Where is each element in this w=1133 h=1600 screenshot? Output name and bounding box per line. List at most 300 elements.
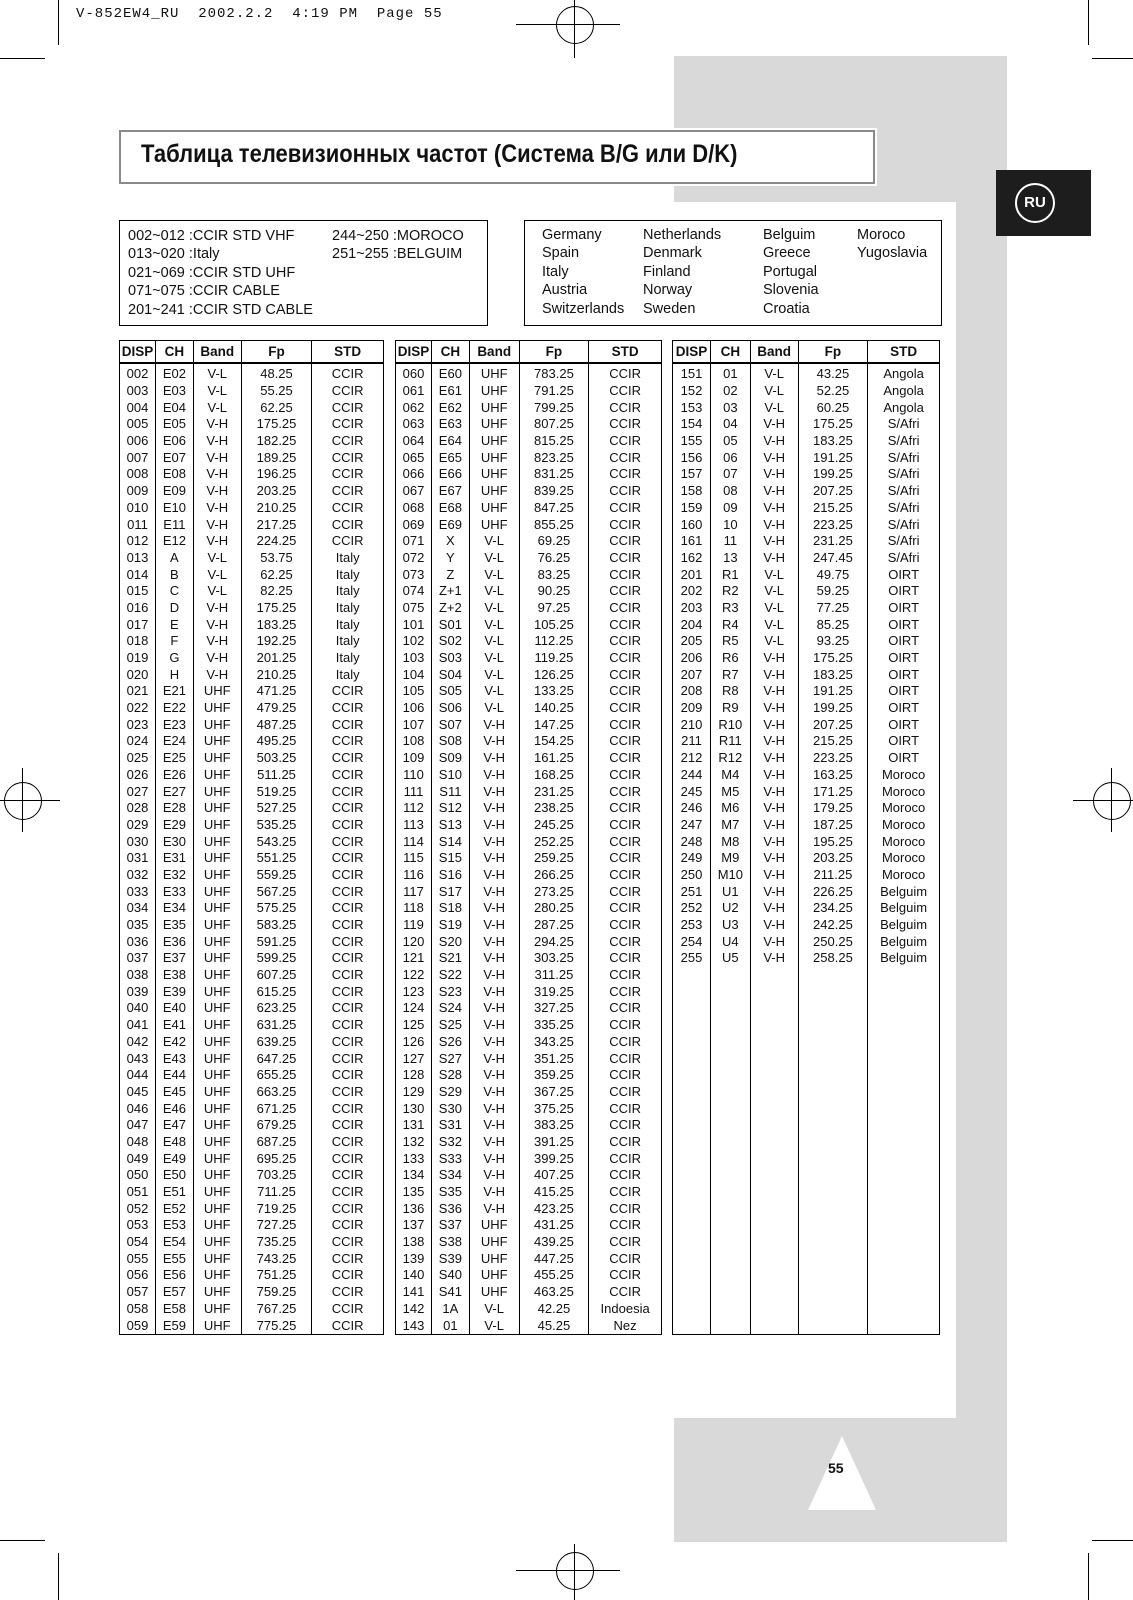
table-cell: CCIR: [589, 933, 662, 950]
table-row: [396, 399, 662, 416]
table-cell: CCIR: [589, 800, 662, 817]
table-cell: E23: [155, 716, 193, 733]
table-cell: E26: [155, 767, 193, 784]
table-cell: UHF: [193, 1000, 241, 1017]
table-cell: 807.25: [519, 416, 589, 433]
table-row: [120, 1234, 384, 1251]
table-cell: E57: [155, 1284, 193, 1301]
table-cell: E47: [155, 1117, 193, 1134]
table-cell: C: [155, 583, 193, 600]
table-cell: S/Afri: [868, 516, 940, 533]
table-cell: E52: [155, 1200, 193, 1217]
table-cell: V-H: [469, 933, 519, 950]
table-cell: [750, 1067, 798, 1084]
table-cell: 003: [120, 383, 156, 400]
table-cell: V-H: [750, 650, 798, 667]
table-cell: 423.25: [519, 1200, 589, 1217]
table-cell: S10: [431, 767, 469, 784]
table-cell: [868, 1200, 940, 1217]
table-cell: [750, 1217, 798, 1234]
table-cell: H: [155, 666, 193, 683]
table-row: [120, 399, 384, 416]
table-cell: S22: [431, 967, 469, 984]
table-cell: V-H: [469, 1134, 519, 1151]
table-cell: [798, 1301, 868, 1318]
table-cell: 247.45: [798, 550, 868, 567]
column-header: CH: [710, 341, 750, 364]
table-cell: 010: [120, 500, 156, 517]
table-cell: CCIR: [589, 1017, 662, 1034]
table-cell: [798, 1017, 868, 1034]
table-cell: S38: [431, 1234, 469, 1251]
table-row: [673, 1200, 940, 1217]
table-cell: 575.25: [241, 900, 312, 917]
table-cell: S16: [431, 867, 469, 884]
table-cell: [798, 1067, 868, 1084]
table-row: [120, 1301, 384, 1318]
table-row: [120, 616, 384, 633]
table-row: [396, 716, 662, 733]
table-cell: V-H: [469, 783, 519, 800]
table-cell: 487.25: [241, 716, 312, 733]
table-cell: 195.25: [798, 833, 868, 850]
table-cell: 215.25: [798, 733, 868, 750]
table-row: [396, 1150, 662, 1167]
table-cell: 124: [396, 1000, 432, 1017]
table-cell: [710, 1084, 750, 1101]
table-cell: 023: [120, 716, 156, 733]
registration-mark-top: [556, 6, 594, 44]
table-cell: CCIR: [312, 466, 384, 483]
table-cell: 855.25: [519, 516, 589, 533]
table-cell: 119: [396, 917, 432, 934]
table-cell: 55.25: [241, 383, 312, 400]
table-cell: S31: [431, 1117, 469, 1134]
table-cell: UHF: [193, 1234, 241, 1251]
table-row: [673, 833, 940, 850]
table-cell: M8: [710, 833, 750, 850]
table-cell: [750, 1117, 798, 1134]
table-cell: CCIR: [589, 1100, 662, 1117]
table-cell: [710, 1000, 750, 1017]
table-row: [673, 1317, 940, 1334]
table-row: [396, 1200, 662, 1217]
table-cell: CCIR: [312, 1067, 384, 1084]
table-cell: V-H: [469, 1100, 519, 1117]
column-header: CH: [155, 341, 193, 364]
table-cell: 248: [673, 833, 711, 850]
table-cell: [868, 1284, 940, 1301]
table-row: [396, 1267, 662, 1284]
table-cell: OIRT: [868, 700, 940, 717]
table-cell: [710, 1117, 750, 1134]
table-cell: V-H: [750, 917, 798, 934]
table-cell: 019: [120, 650, 156, 667]
table-cell: OIRT: [868, 566, 940, 583]
table-cell: CCIR: [589, 533, 662, 550]
table-cell: 85.25: [798, 616, 868, 633]
table-cell: 126.25: [519, 666, 589, 683]
table-cell: Angola: [868, 383, 940, 400]
table-cell: E68: [431, 500, 469, 517]
table-row: [396, 1301, 662, 1318]
table-cell: 035: [120, 917, 156, 934]
table-cell: 039: [120, 983, 156, 1000]
table-row: [673, 1250, 940, 1267]
print-header: V-852EW4_RU 2002.2.2 4:19 PM Page 55: [76, 6, 443, 22]
table-cell: 266.25: [519, 867, 589, 884]
table-cell: V-H: [469, 983, 519, 1000]
table-cell: 258.25: [798, 950, 868, 967]
country-list-1: [542, 226, 624, 318]
table-cell: 108: [396, 733, 432, 750]
country-list-2: [643, 226, 721, 318]
table-cell: V-H: [193, 650, 241, 667]
table-cell: 447.25: [519, 1250, 589, 1267]
table-cell: 255: [673, 950, 711, 967]
table-cell: E02: [155, 363, 193, 383]
table-cell: E65: [431, 449, 469, 466]
table-cell: 127: [396, 1050, 432, 1067]
table-cell: 175.25: [241, 416, 312, 433]
table-cell: 201.25: [241, 650, 312, 667]
table-cell: V-H: [750, 850, 798, 867]
table-cell: CCIR: [589, 666, 662, 683]
column-header: Band: [193, 341, 241, 364]
table-cell: 125: [396, 1017, 432, 1034]
table-cell: [673, 1084, 711, 1101]
country-item: Austria: [542, 282, 588, 299]
crop-mark: [0, 1540, 45, 1541]
table-cell: [710, 1301, 750, 1318]
table-cell: 175.25: [241, 600, 312, 617]
table-cell: CCIR: [589, 767, 662, 784]
table-cell: 040: [120, 1000, 156, 1017]
range-item: 013~020 :Italy: [128, 246, 220, 263]
country-item: Portugal: [763, 263, 818, 280]
table-cell: CCIR: [589, 733, 662, 750]
table-row: [673, 783, 940, 800]
table-cell: E40: [155, 1000, 193, 1017]
column-header: DISP: [120, 341, 156, 364]
country-list-4: [857, 226, 927, 263]
table-cell: [868, 1167, 940, 1184]
table-cell: CCIR: [589, 650, 662, 667]
table-cell: 058: [120, 1301, 156, 1318]
table-row: [673, 950, 940, 967]
table-cell: [868, 1134, 940, 1151]
table-cell: B: [155, 566, 193, 583]
table-row: [673, 550, 940, 567]
table-cell: CCIR: [312, 783, 384, 800]
table-cell: CCIR: [312, 1017, 384, 1034]
table-cell: V-H: [193, 466, 241, 483]
table-cell: R3: [710, 600, 750, 617]
table-cell: 159: [673, 500, 711, 517]
table-row: [673, 666, 940, 683]
table-row: [120, 1284, 384, 1301]
table-cell: U4: [710, 933, 750, 950]
crop-mark: [1092, 58, 1133, 59]
table-cell: 074: [396, 583, 432, 600]
table-cell: 187.25: [798, 817, 868, 834]
table-row: [673, 633, 940, 650]
table-cell: UHF: [469, 399, 519, 416]
table-cell: R5: [710, 633, 750, 650]
table-cell: CCIR: [589, 433, 662, 450]
table-cell: 156: [673, 449, 711, 466]
table-cell: 105.25: [519, 616, 589, 633]
table-cell: Indoesia: [589, 1301, 662, 1318]
table-cell: Angola: [868, 399, 940, 416]
table-cell: CCIR: [589, 1084, 662, 1101]
table-cell: 138: [396, 1234, 432, 1251]
range-item: 071~075 :CCIR CABLE: [128, 283, 280, 300]
table-cell: CCIR: [312, 716, 384, 733]
table-row: [120, 716, 384, 733]
table-cell: R12: [710, 750, 750, 767]
table-cell: 115: [396, 850, 432, 867]
table-cell: 527.25: [241, 800, 312, 817]
table-cell: 207.25: [798, 483, 868, 500]
table-cell: E48: [155, 1134, 193, 1151]
table-row: [673, 533, 940, 550]
table-cell: E61: [431, 383, 469, 400]
table-cell: 182.25: [241, 433, 312, 450]
table-cell: V-H: [469, 1084, 519, 1101]
table-cell: S08: [431, 733, 469, 750]
table-row: [120, 867, 384, 884]
table-cell: [868, 1301, 940, 1318]
table-cell: Italy: [312, 566, 384, 583]
table-cell: E32: [155, 867, 193, 884]
table-cell: 068: [396, 500, 432, 517]
table-cell: V-L: [469, 616, 519, 633]
table-cell: CCIR: [589, 1034, 662, 1051]
table-cell: CCIR: [589, 483, 662, 500]
table-cell: Italy: [312, 616, 384, 633]
table-row: [120, 1067, 384, 1084]
table-cell: V-H: [469, 850, 519, 867]
table-cell: CCIR: [589, 917, 662, 934]
table-cell: E11: [155, 516, 193, 533]
table-cell: [798, 983, 868, 1000]
table-row: [120, 466, 384, 483]
column-header: DISP: [396, 341, 432, 364]
table-cell: V-L: [193, 583, 241, 600]
table-row: [120, 1150, 384, 1167]
table-cell: V-H: [469, 817, 519, 834]
table-cell: CCIR: [589, 683, 662, 700]
table-cell: V-L: [193, 550, 241, 567]
table-cell: 1A: [431, 1301, 469, 1318]
table-cell: [798, 1200, 868, 1217]
table-cell: 056: [120, 1267, 156, 1284]
table-cell: UHF: [469, 516, 519, 533]
table-cell: OIRT: [868, 650, 940, 667]
table-cell: V-H: [750, 500, 798, 517]
table-cell: CCIR: [312, 700, 384, 717]
table-row: [673, 566, 940, 583]
table-cell: 831.25: [519, 466, 589, 483]
country-item: Spain: [542, 245, 580, 262]
table-cell: S/Afri: [868, 433, 940, 450]
table-cell: 207.25: [798, 716, 868, 733]
table-cell: V-H: [469, 1200, 519, 1217]
table-cell: 431.25: [519, 1217, 589, 1234]
language-tab: [996, 170, 1091, 236]
table-cell: [750, 1267, 798, 1284]
table-cell: S/Afri: [868, 449, 940, 466]
table-cell: 343.25: [519, 1034, 589, 1051]
table-cell: [750, 1000, 798, 1017]
table-cell: CCIR: [312, 917, 384, 934]
table-cell: S23: [431, 983, 469, 1000]
table-row: [120, 666, 384, 683]
table-cell: 212: [673, 750, 711, 767]
table-row: [673, 1117, 940, 1134]
table-cell: V-H: [750, 433, 798, 450]
table-cell: S32: [431, 1134, 469, 1151]
table-cell: [798, 1217, 868, 1234]
table-cell: S04: [431, 666, 469, 683]
table-cell: [798, 1050, 868, 1067]
table-cell: S09: [431, 750, 469, 767]
table-cell: [868, 983, 940, 1000]
table-cell: 199.25: [798, 700, 868, 717]
table-cell: 607.25: [241, 967, 312, 984]
table-cell: CCIR: [312, 817, 384, 834]
table-cell: 175.25: [798, 650, 868, 667]
table-cell: S15: [431, 850, 469, 867]
country-item: Finland: [643, 263, 691, 280]
table-cell: 743.25: [241, 1250, 312, 1267]
table-cell: UHF: [193, 1184, 241, 1201]
language-badge: RU: [1015, 183, 1055, 223]
table-cell: 703.25: [241, 1167, 312, 1184]
table-cell: 143: [396, 1317, 432, 1334]
table-cell: 60.25: [798, 399, 868, 416]
table-cell: 011: [120, 516, 156, 533]
table-cell: 251: [673, 883, 711, 900]
crop-mark: [0, 58, 45, 59]
table-cell: 511.25: [241, 767, 312, 784]
table-cell: UHF: [193, 1217, 241, 1234]
table-cell: V-L: [469, 1301, 519, 1318]
table-cell: 367.25: [519, 1084, 589, 1101]
table-cell: 471.25: [241, 683, 312, 700]
table-cell: 037: [120, 950, 156, 967]
table-cell: [673, 1017, 711, 1034]
table-cell: UHF: [193, 1034, 241, 1051]
country-item: Italy: [542, 263, 569, 280]
table-cell: 171.25: [798, 783, 868, 800]
page-title: Таблица телевизионных частот (Система B/G или D/K): [141, 140, 738, 168]
table-cell: 210.25: [241, 666, 312, 683]
table-row: [396, 516, 662, 533]
table-cell: E06: [155, 433, 193, 450]
table-cell: CCIR: [589, 516, 662, 533]
table-row: [673, 600, 940, 617]
table-cell: 551.25: [241, 850, 312, 867]
table-row: [120, 1200, 384, 1217]
table-cell: V-H: [750, 933, 798, 950]
table-cell: 032: [120, 867, 156, 884]
table-cell: OIRT: [868, 666, 940, 683]
table-cell: [798, 1100, 868, 1117]
table-row: [396, 383, 662, 400]
range-item: 021~069 :CCIR STD UHF: [128, 264, 296, 281]
table-cell: 154: [673, 416, 711, 433]
table-cell: 179.25: [798, 800, 868, 817]
table-cell: 43.25: [798, 363, 868, 383]
table-row: [120, 516, 384, 533]
table-cell: [673, 1167, 711, 1184]
table-cell: UHF: [193, 917, 241, 934]
table-cell: 136: [396, 1200, 432, 1217]
table-cell: 727.25: [241, 1217, 312, 1234]
table-row: [673, 449, 940, 466]
table-cell: E03: [155, 383, 193, 400]
table-row: [396, 566, 662, 583]
table-cell: CCIR: [589, 950, 662, 967]
table-row: [396, 1000, 662, 1017]
table-cell: V-L: [469, 533, 519, 550]
table-cell: [710, 1317, 750, 1334]
table-cell: 130: [396, 1100, 432, 1117]
table-cell: [710, 1034, 750, 1051]
table-cell: 02: [710, 383, 750, 400]
table-row: [120, 383, 384, 400]
table-cell: CCIR: [312, 750, 384, 767]
table-cell: 201: [673, 566, 711, 583]
table-cell: [750, 1050, 798, 1067]
table-cell: 05: [710, 433, 750, 450]
table-cell: 205: [673, 633, 711, 650]
table-cell: [868, 1117, 940, 1134]
table-cell: CCIR: [312, 1034, 384, 1051]
table-row: [120, 1084, 384, 1101]
table-cell: 191.25: [798, 683, 868, 700]
table-cell: 135: [396, 1184, 432, 1201]
table-row: [396, 1250, 662, 1267]
table-cell: CCIR: [589, 716, 662, 733]
table-cell: V-L: [193, 399, 241, 416]
table-cell: 066: [396, 466, 432, 483]
table-cell: 061: [396, 383, 432, 400]
table-cell: [868, 1034, 940, 1051]
table-cell: E60: [431, 363, 469, 383]
table-cell: [868, 1234, 940, 1251]
table-cell: 183.25: [798, 666, 868, 683]
table-row: [673, 1100, 940, 1117]
table-cell: 133: [396, 1150, 432, 1167]
table-cell: OIRT: [868, 750, 940, 767]
table-row: [673, 900, 940, 917]
table-cell: CCIR: [589, 399, 662, 416]
table-cell: V-H: [469, 967, 519, 984]
table-cell: 242.25: [798, 917, 868, 934]
table-cell: CCIR: [312, 1234, 384, 1251]
table-row: [120, 1134, 384, 1151]
table-cell: 002: [120, 363, 156, 383]
table-cell: 102: [396, 633, 432, 650]
table-row: [673, 733, 940, 750]
table-cell: 407.25: [519, 1167, 589, 1184]
table-cell: UHF: [469, 1217, 519, 1234]
table-cell: CCIR: [589, 1250, 662, 1267]
table-cell: 183.25: [798, 433, 868, 450]
